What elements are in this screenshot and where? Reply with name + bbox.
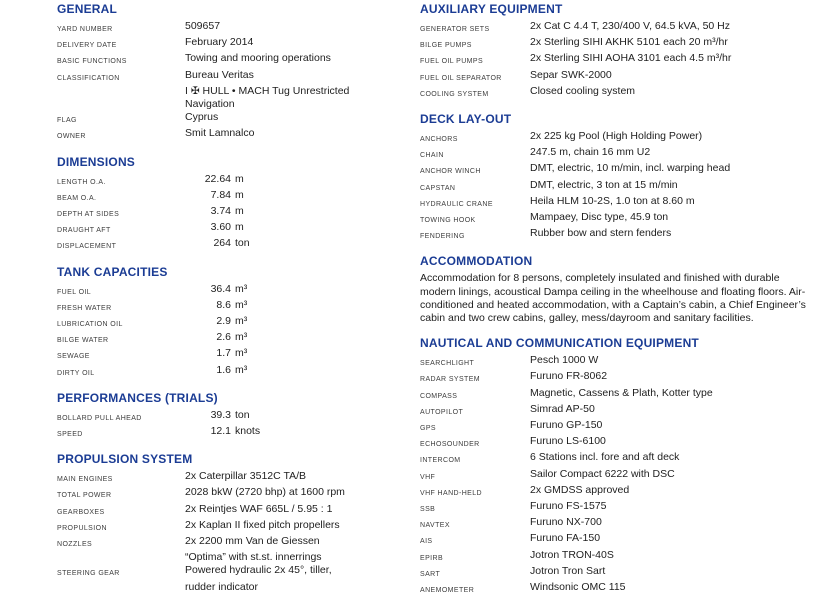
spec-value xyxy=(185,205,244,221)
spec-label xyxy=(57,581,185,594)
spec-value: Furuno GP-150 xyxy=(530,419,603,432)
spec-value-unit: m xyxy=(235,221,244,234)
spec-value-unit: m xyxy=(235,205,244,218)
spec-label: DRAUGHT AFT xyxy=(57,227,111,235)
spec-value xyxy=(185,347,247,363)
spec-value: rudder indicator xyxy=(185,580,258,593)
section-deck-lay-out xyxy=(420,112,818,243)
spec-label: COOLING SYSTEM xyxy=(420,90,489,98)
spec-row xyxy=(420,549,818,565)
spec-value xyxy=(185,425,260,441)
spec-value-unit: m³ xyxy=(235,331,248,344)
spec-value: Cyprus xyxy=(185,111,219,124)
spec-label: BOLLARD PULL AHEAD xyxy=(57,414,142,422)
spec-row xyxy=(420,581,818,597)
spec-row xyxy=(57,36,420,52)
spec-label: ANCHOR WINCH xyxy=(420,168,481,176)
spec-row xyxy=(57,315,420,331)
section-nautical-and-communication-equipment xyxy=(420,336,818,597)
spec-label: PROPULSION xyxy=(57,524,107,532)
spec-value: 2x GMDSS approved xyxy=(530,483,630,496)
spec-value xyxy=(185,364,247,380)
spec-value xyxy=(185,331,247,347)
spec-row xyxy=(420,419,818,435)
spec-value: Smit Lamnalco xyxy=(185,127,255,140)
spec-row xyxy=(57,237,420,253)
spec-label: CHAIN xyxy=(420,152,444,160)
spec-label: BEAM O.A. xyxy=(57,194,97,202)
section-propulsion-system xyxy=(57,452,420,594)
spec-row xyxy=(420,500,818,516)
spec-value: Towing and mooring operations xyxy=(185,52,331,65)
spec-value: “Optima” with st.st. innerrings xyxy=(185,551,322,564)
spec-row xyxy=(57,581,420,594)
spec-value: Closed cooling system xyxy=(530,84,636,97)
spec-row xyxy=(57,535,420,551)
spec-value xyxy=(185,189,244,205)
spec-row xyxy=(57,409,420,425)
spec-label: FUEL OIL xyxy=(57,288,92,296)
spec-value xyxy=(185,283,247,299)
spec-label: DEPTH AT SIDES xyxy=(57,211,120,219)
spec-label: BASIC FUNCTIONS xyxy=(57,58,127,66)
spec-value: 2x Caterpillar 3512C TA/B xyxy=(185,470,307,483)
spec-value: 509657 xyxy=(185,20,221,32)
spec-label: MAIN ENGINES xyxy=(57,476,113,484)
spec-label: AIS xyxy=(420,538,433,546)
spec-value: Windsonic OMC 115 xyxy=(530,581,626,594)
spec-value-unit: m³ xyxy=(235,282,248,295)
spec-label: TOTAL POWER xyxy=(57,492,112,500)
right-column xyxy=(420,2,818,608)
spec-value-unit: m³ xyxy=(235,363,248,376)
spec-label: STEERING GEAR xyxy=(57,570,120,578)
spec-value-number: 3.60 xyxy=(210,221,231,234)
spec-label: YARD NUMBER xyxy=(57,26,113,33)
spec-row xyxy=(420,387,818,403)
section-performances-trials xyxy=(57,391,420,441)
spec-value: 247.5 m, chain 16 mm U2 xyxy=(530,146,651,159)
spec-value: DMT, electric, 10 m/min, incl. warping head xyxy=(530,162,731,175)
spec-value: 2x 225 kg Pool (High Holding Power) xyxy=(530,130,703,143)
section-accommodation xyxy=(420,254,818,325)
spec-row xyxy=(57,347,420,363)
spec-label: FUEL OIL SEPARATOR xyxy=(420,74,502,82)
spec-value-number: 1.7 xyxy=(216,347,231,360)
spec-row xyxy=(420,468,818,484)
spec-label: BILGE WATER xyxy=(57,337,109,345)
spec-value: Separ SWK-2000 xyxy=(530,68,612,81)
spec-row xyxy=(57,503,420,519)
spec-value-unit: m³ xyxy=(235,347,248,360)
spec-row xyxy=(420,211,818,227)
spec-row xyxy=(420,354,818,370)
spec-value: 2x 2200 mm Van de Giessen xyxy=(185,535,320,548)
spec-row xyxy=(57,69,420,85)
spec-value-number: 36.4 xyxy=(210,282,231,295)
spec-value: Rubber bow and stern fenders xyxy=(530,227,672,240)
spec-label: FENDERING xyxy=(420,233,465,241)
spec-row xyxy=(420,565,818,581)
spec-label: GENERATOR SETS xyxy=(420,26,490,33)
section-title-dimensions: DIMENSIONS xyxy=(57,154,136,169)
spec-value-unit: m xyxy=(235,172,244,185)
spec-value xyxy=(185,173,244,189)
spec-label: ANCHORS xyxy=(420,136,458,144)
spec-value: 2028 bkW (2720 bhp) at 1600 rpm xyxy=(185,486,345,499)
spec-value: Simrad AP-50 xyxy=(530,402,595,415)
spec-value: Heila HLM 10-2S, 1.0 ton at 8.60 m xyxy=(530,194,695,207)
spec-row xyxy=(57,299,420,315)
spec-label: FRESH WATER xyxy=(57,304,112,312)
spec-value: Furuno FR-8062 xyxy=(530,370,608,383)
spec-value: DMT, electric, 3 ton at 15 m/min xyxy=(530,178,678,191)
spec-label: AUTOPILOT xyxy=(420,408,464,416)
spec-label: LENGTH O.A. xyxy=(57,178,106,186)
spec-row xyxy=(57,173,420,189)
spec-label: SEWAGE xyxy=(57,353,90,361)
spec-value: 2x Sterling SIHI AOHA 3101 each 4.5 m³/hr xyxy=(530,52,732,65)
spec-row xyxy=(57,551,420,564)
spec-label: GEARBOXES xyxy=(57,508,105,516)
spec-label: DISPLACEMENT xyxy=(57,243,117,251)
spec-row xyxy=(57,519,420,535)
spec-label: CAPSTAN xyxy=(420,184,456,192)
spec-row xyxy=(420,484,818,500)
spec-value-number: 7.84 xyxy=(210,188,231,201)
spec-label: EPIRB xyxy=(420,554,444,562)
spec-row xyxy=(57,283,420,299)
section-general xyxy=(57,2,420,144)
spec-label: ECHOSOUNDER xyxy=(420,441,480,449)
section-title-performances-trials: PERFORMANCES (TRIALS) xyxy=(57,390,218,405)
spec-row xyxy=(57,98,420,111)
section-title-auxiliary-equipment: AUXILIARY EQUIPMENT xyxy=(420,2,563,16)
spec-value: Jotron Tron Sart xyxy=(530,564,606,577)
spec-row xyxy=(420,85,818,101)
spec-label xyxy=(57,98,185,111)
spec-label: VHF xyxy=(420,473,436,481)
spec-row xyxy=(57,85,420,98)
spec-row xyxy=(420,146,818,162)
spec-value: Furuno LS-6100 xyxy=(530,435,606,448)
section-title-accommodation: ACCOMMODATION xyxy=(420,254,533,269)
spec-value: Sailor Compact 6222 with DSC xyxy=(530,467,675,480)
spec-value: Powered hydraulic 2x 45°, tiller, xyxy=(185,564,332,577)
spec-label: SART xyxy=(420,570,441,578)
spec-row xyxy=(57,205,420,221)
spec-label: NOZZLES xyxy=(57,541,93,549)
section-tank-capacities xyxy=(57,265,420,380)
spec-value: 6 Stations incl. fore and aft deck xyxy=(530,451,680,464)
spec-row xyxy=(57,20,420,36)
spec-row xyxy=(57,221,420,237)
spec-value-number: 2.9 xyxy=(216,315,231,328)
spec-label: SPEED xyxy=(57,431,83,439)
spec-row xyxy=(420,179,818,195)
spec-label: ANEMOMETER xyxy=(420,587,475,595)
spec-value-unit: m³ xyxy=(235,315,248,328)
spec-value-number: 8.6 xyxy=(216,298,231,311)
spec-label xyxy=(57,85,185,98)
spec-label: COMPASS xyxy=(420,392,458,400)
spec-row xyxy=(57,364,420,380)
spec-value-unit: m xyxy=(235,188,244,201)
spec-row xyxy=(57,486,420,502)
spec-value xyxy=(185,409,250,425)
spec-row xyxy=(420,130,818,146)
spec-value xyxy=(185,237,250,253)
spec-value: 2x Kaplan II fixed pitch propellers xyxy=(185,518,340,531)
spec-value: I ✠ HULL • MACH Tug Unrestricted xyxy=(185,84,350,97)
spec-row xyxy=(57,111,420,127)
spec-value-number: 2.6 xyxy=(216,331,231,344)
spec-value xyxy=(185,221,244,237)
spec-label: BILGE PUMPS xyxy=(420,42,472,50)
section-title-deck-lay-out: DECK LAY-OUT xyxy=(420,112,512,127)
spec-value-number: 12.1 xyxy=(210,425,231,438)
spec-row xyxy=(57,127,420,143)
section-auxiliary-equipment xyxy=(420,2,818,101)
spec-row xyxy=(57,52,420,68)
spec-label: LUBRICATION OIL xyxy=(57,321,123,329)
spec-value: Pesch 1000 W xyxy=(530,354,599,367)
spec-label: FUEL OIL PUMPS xyxy=(420,58,484,66)
spec-label: SSB xyxy=(420,506,436,514)
spec-row xyxy=(420,69,818,85)
spec-label: DIRTY OIL xyxy=(57,369,95,377)
spec-value: Magnetic, Cassens & Plath, Kotter type xyxy=(530,386,713,399)
spec-label: GPS xyxy=(420,425,436,433)
spec-label xyxy=(57,551,185,564)
spec-row xyxy=(420,370,818,386)
spec-row xyxy=(420,403,818,419)
spec-label: INTERCOM xyxy=(420,457,461,465)
spec-value-unit: m³ xyxy=(235,298,248,311)
spec-value-number: 22.64 xyxy=(204,172,231,185)
spec-value-number: 1.6 xyxy=(216,363,231,376)
spec-row xyxy=(420,36,818,52)
spec-label: DELIVERY DATE xyxy=(57,42,117,50)
spec-value: Furuno FA-150 xyxy=(530,532,601,545)
spec-row xyxy=(57,470,420,486)
spec-label: HYDRAULIC CRANE xyxy=(420,200,493,208)
spec-row xyxy=(57,425,420,441)
spec-value: Furuno NX-700 xyxy=(530,516,602,529)
section-title-general: GENERAL xyxy=(57,2,118,16)
spec-value-number: 39.3 xyxy=(210,408,231,421)
spec-row xyxy=(420,20,818,36)
left-column xyxy=(57,2,420,608)
section-dimensions xyxy=(57,155,420,254)
spec-row xyxy=(420,162,818,178)
spec-label: SEARCHLIGHT xyxy=(420,360,475,368)
section-title-nautical-and-communication-equipment: NAUTICAL AND COMMUNICATION EQUIPMENT xyxy=(420,336,699,351)
spec-label: OWNER xyxy=(57,133,86,141)
spec-value: Jotron TRON-40S xyxy=(530,548,614,561)
spec-label: TOWING HOOK xyxy=(420,217,476,225)
spec-row xyxy=(420,516,818,532)
spec-value: February 2014 xyxy=(185,36,254,49)
spec-row xyxy=(57,331,420,347)
spec-value: Navigation xyxy=(185,98,235,111)
spec-value-number: 264 xyxy=(213,237,231,250)
spec-value: Mampaey, Disc type, 45.9 ton xyxy=(530,211,669,224)
spec-row xyxy=(420,195,818,211)
spec-value: 2x Reintjes WAF 665L / 5.95 : 1 xyxy=(185,502,333,515)
spec-row xyxy=(57,564,420,580)
spec-value: Furuno FS-1575 xyxy=(530,500,607,513)
spec-value xyxy=(185,299,247,315)
section-title-propulsion-system: PROPULSION SYSTEM xyxy=(57,452,193,467)
spec-row xyxy=(420,227,818,243)
spec-value: 2x Sterling SIHI AKHK 5101 each 20 m³/hr xyxy=(530,36,728,49)
spec-value: 2x Cat C 4.4 T, 230/400 V, 64.5 kVA, 50 Hz xyxy=(530,20,731,32)
spec-label: VHF HAND-HELD xyxy=(420,489,482,497)
section-paragraph-accommodation: Accommodation for 8 persons, completely insulated and finished with durable modern linings, acoustical Dampa ceiling in the wheelhouse and floating floors. Air-conditioned and heated accommodation, with a Captain’s cabin, a Chief Engineer’s cabin and two crew cabins, galley, mess/dayroom and sanitary facilities. xyxy=(420,272,806,325)
spec-row xyxy=(57,189,420,205)
spec-label: RADAR SYSTEM xyxy=(420,376,481,384)
spec-row xyxy=(420,451,818,467)
spec-label: CLASSIFICATION xyxy=(57,74,120,82)
spec-value-unit: ton xyxy=(235,408,250,421)
spec-value-unit: knots xyxy=(235,425,261,438)
spec-label: FLAG xyxy=(57,117,77,125)
spec-label: NAVTEX xyxy=(420,522,450,530)
spec-value-number: 3.74 xyxy=(210,205,231,218)
spec-value-unit: ton xyxy=(235,237,250,250)
spec-row xyxy=(420,435,818,451)
spec-value: Bureau Veritas xyxy=(185,68,254,81)
spec-row xyxy=(420,52,818,68)
section-title-tank-capacities: TANK CAPACITIES xyxy=(57,264,168,279)
spec-value xyxy=(185,315,247,331)
